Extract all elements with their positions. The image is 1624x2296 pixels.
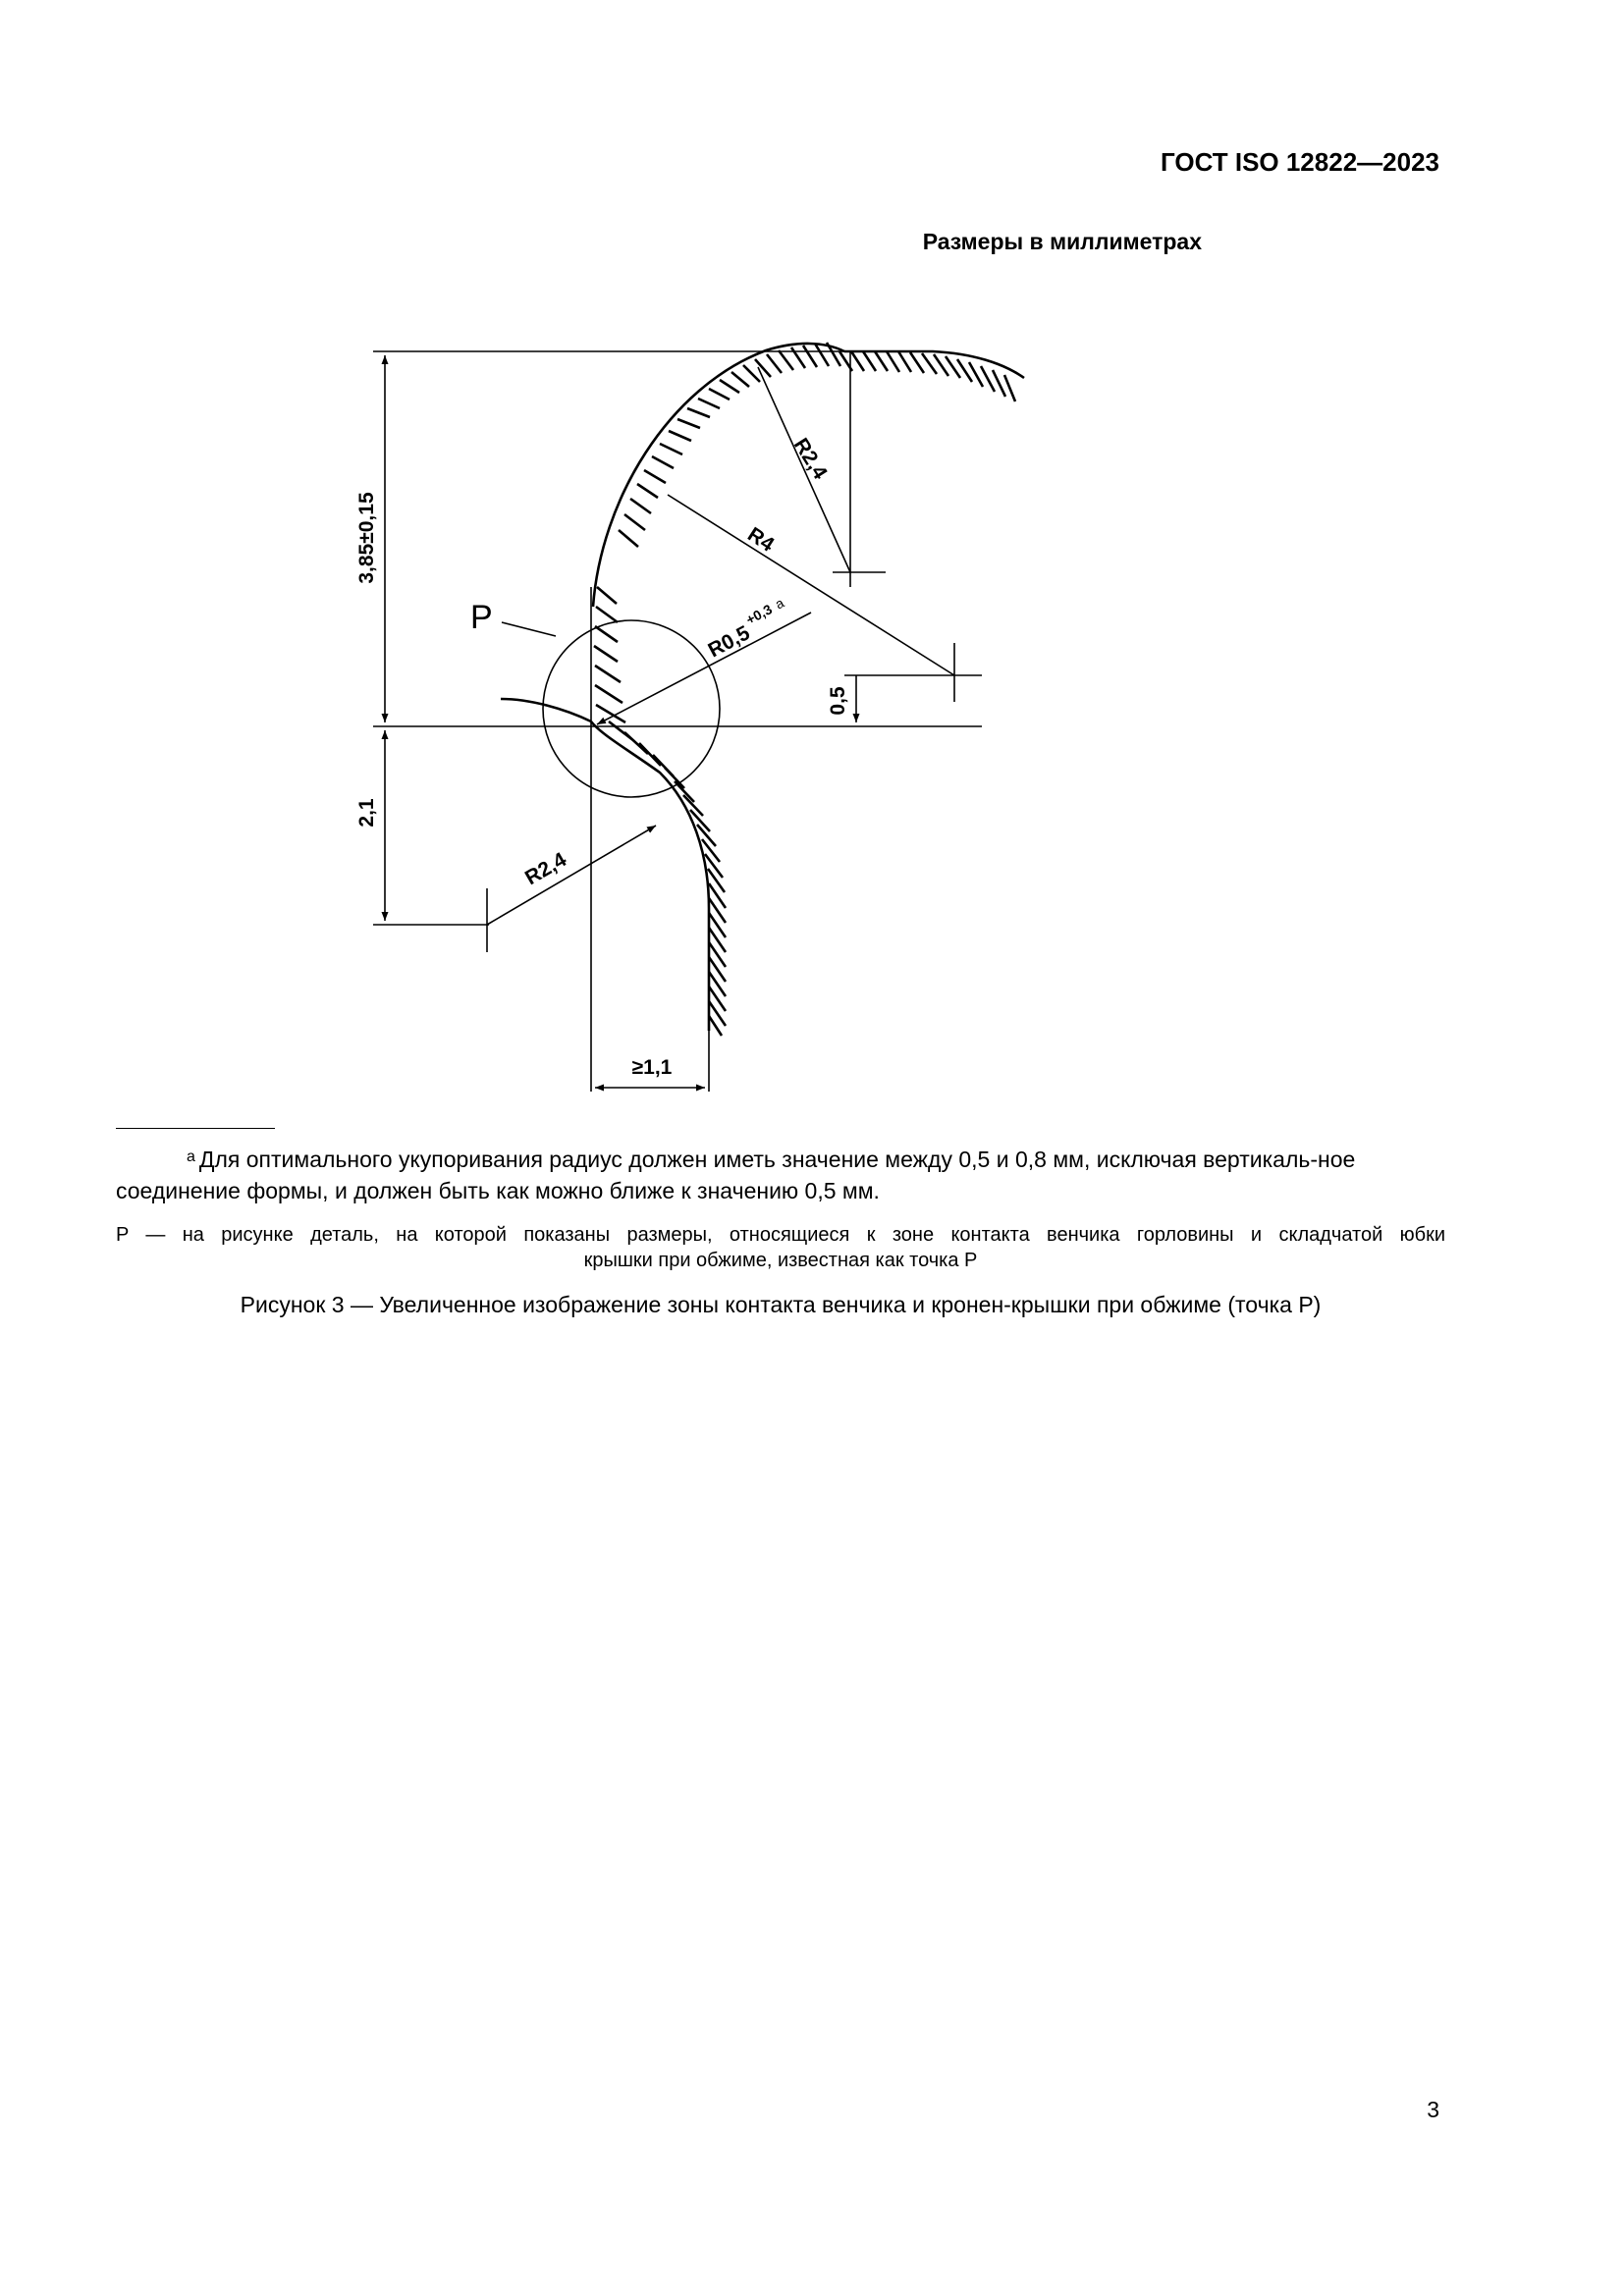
dim-label-3-85: 3,85±0,15 [355, 492, 378, 584]
technical-drawing [0, 0, 1624, 1109]
dim-label-r05-tol: +0,3 [742, 601, 775, 628]
detail-leader [502, 622, 556, 636]
legend-line-1: P — на рисунке деталь, на которой показаны размеры, относящиеся к зоне контакта венчика горловины и складчатой юбки [116, 1224, 1445, 1246]
dim-label-r24-top: R2,4 [788, 434, 832, 484]
standard-header: ГОСТ ISO 12822—2023 [1160, 147, 1439, 177]
dim-label-r05-main: R0,5 [704, 621, 754, 663]
dim-label-2-1: 2,1 [355, 798, 378, 828]
footnote [116, 1144, 1445, 1206]
page-number: 3 [1427, 2097, 1439, 2122]
profile [501, 344, 1024, 1031]
units-note: Размеры в миллиметрах [922, 229, 1202, 254]
dim-r05 [597, 613, 811, 724]
footnote-marker: a [187, 1148, 195, 1165]
dim-label-0-5: 0,5 [827, 686, 849, 716]
dim-label-r4: R4 [743, 522, 779, 557]
dim-label-r24-lower: R2,4 [521, 848, 570, 890]
footnote-text: Для оптимального укупоривания радиус должен иметь значение между 0,5 и 0,8 мм, исключая вертикаль-ное соединение формы, и должен быть как можно ближе к значению 0,5 мм. [116, 1147, 1356, 1203]
figure-caption: Рисунок 3 — Увеличенное изображение зоны контакта венчика и кронен-крышки при обжиме (точка P) [240, 1292, 1322, 1317]
hatch-lower [594, 587, 726, 1036]
dim-label-width: ≥1,1 [631, 1056, 673, 1079]
hatch-upper [619, 343, 1015, 547]
legend [116, 1222, 1445, 1273]
detail-circle-p [543, 620, 720, 797]
footnote-rule [116, 1128, 275, 1129]
dim-label-r05-note: a [772, 594, 787, 613]
point-p-label: P [470, 599, 493, 636]
dim-r24-lower [487, 826, 656, 925]
legend-line-2: крышки при обжиме, известная как точка P [583, 1250, 978, 1271]
